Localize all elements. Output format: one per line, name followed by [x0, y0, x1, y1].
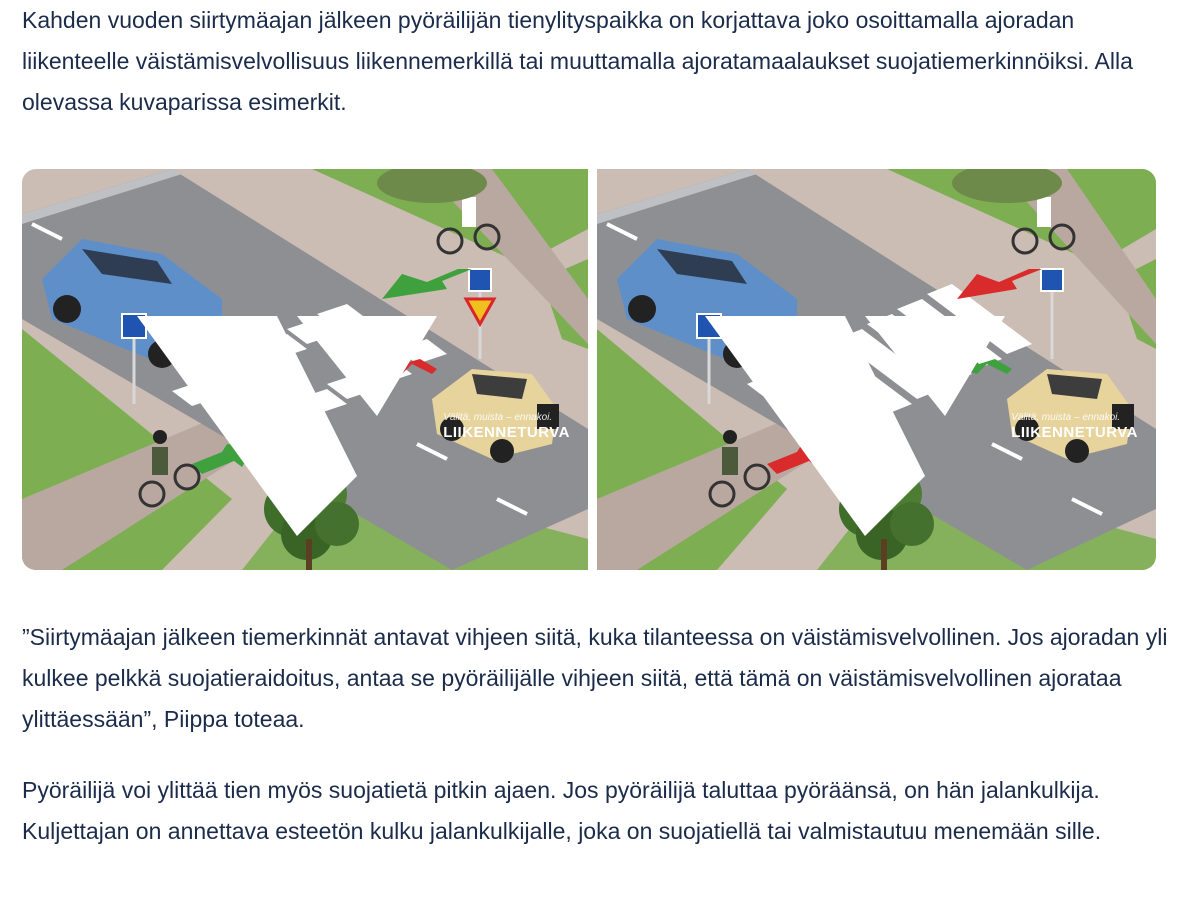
liikenneturva-logo	[137, 296, 570, 556]
logo-name: LIIKENNETURVA	[1011, 423, 1138, 441]
logo-name: LIIKENNETURVA	[443, 423, 570, 441]
closing-paragraph: Pyöräilijä voi ylittää tien myös suojatietä pitkin ajaen. Jos pyöräilijä taluttaa pyöräänsä, on hän jalankulkija. Kuljettajan on annettava esteetön kulku jalankulkijalle, joka on suojatiellä tai valmistautuu menemään sille.	[22, 777, 1102, 844]
quote-paragraph: ”Siirtymäajan jälkeen tiemerkinnät antavat vihjeen siitä, kuka tilanteessa on väistämisvelvollinen. Jos ajoradan yli kulkee pelkkä suojatieraidoitus, antaa se pyöräilijälle vihjeen siitä, että tämä on väistämisvelvollinen ajorataa ylittäessään”, Piippa toteaa.	[22, 624, 1168, 732]
intro-paragraph: Kahden vuoden siirtymäajan jälkeen pyöräilijän tienylityspaikka on korjattava joko osoittamalla ajoradan liikenteelle väistämisvelvollisuus liikennemerkillä tai muuttamalla ajoratamaalaukset suojatiemerkinnöiksi. Alla olevassa kuvaparissa esimerkit.	[22, 7, 1133, 115]
liikenneturva-logo-icon	[705, 296, 1005, 556]
illustration-zebra-crossing	[597, 169, 1156, 570]
liikenneturva-logo-icon	[137, 296, 437, 556]
logo-slogan: Välitä, muista – ennakoi.	[443, 411, 553, 423]
illustration-give-way-sign	[22, 169, 588, 570]
logo-slogan: Välitä, muista – ennakoi.	[1011, 411, 1121, 423]
liikenneturva-logo	[705, 296, 1138, 556]
